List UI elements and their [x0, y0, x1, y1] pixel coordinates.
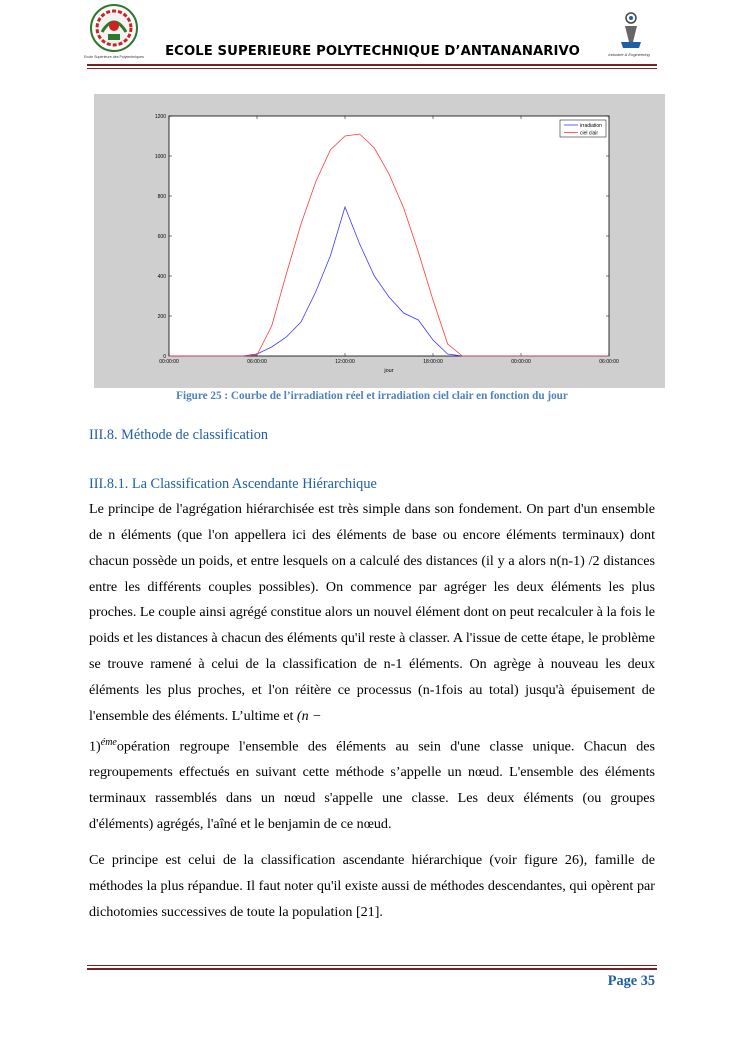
figure-panel — [94, 94, 665, 388]
x-axis-label: jour — [384, 368, 394, 374]
y-tick-label: 1000 — [154, 153, 166, 160]
page-header-title: ECOLE SUPERIEURE POLYTECHNIQUE D’ANTANANARIVO — [165, 44, 580, 59]
paragraph-1 — [89, 497, 655, 838]
legend-label-ciel-clair: ciel clair — [580, 130, 599, 137]
x-tick-label: 00:00:00 — [511, 359, 531, 365]
irradiation-chart — [94, 94, 665, 388]
x-tick-label: 12:00:00 — [335, 359, 355, 365]
y-tick-label: 400 — [157, 273, 166, 280]
math-superscript: éme — [100, 736, 117, 748]
plot-area — [169, 116, 609, 356]
school-logo — [84, 2, 144, 62]
header-rule-thick — [87, 64, 657, 66]
x-tick-label: 06:00:00 — [247, 359, 267, 365]
subsection-heading: III.8.1. La Classification Ascendante Hiérarchique — [89, 476, 377, 492]
paragraph-1-part-2: opération regroupe l'ensemble des éléments au sein d'une classe unique. Chacun des regroupements effectués en suivant cette méthode s’appelle un nœud. L'ensemble des éléments terminaux rassemblés dans un nœud s'appelle une classe. Les deux éléments (ou groupes d'éléments) agrégés, l'aîné et le benjamin de ce nœud. — [89, 738, 655, 832]
y-tick-label: 1200 — [154, 113, 166, 120]
y-tick-label: 600 — [157, 233, 166, 240]
y-tick-label: 0 — [163, 353, 166, 360]
y-tick-label: 200 — [157, 313, 166, 320]
math-one: 1) — [89, 738, 101, 755]
paragraph-2: Ce principe est celui de la classification ascendante hiérarchique (voir figure 26), famille de méthodes la plus répandue. Il faut noter qu'il existe aussi de méthodes descendantes, qui opèrent par dichotomies successives de toute la population [21]. — [89, 852, 655, 920]
legend-label-irradiation: irradiation — [580, 123, 602, 129]
footer-rule-thick — [87, 968, 657, 970]
x-tick-label: 18:00:00 — [423, 359, 443, 365]
x-tick-label: 06:00:00 — [599, 359, 619, 365]
page-number: Page 35 — [607, 973, 655, 989]
math-n-minus: (n − — [296, 707, 322, 724]
y-tick-label: 800 — [157, 193, 166, 200]
figure-caption: Figure 25 : Courbe de l’irradiation réel et irradiation ciel clair en fonction du jour — [176, 390, 568, 402]
header-rule-thin — [87, 68, 657, 69]
paragraph-1-part-1: Le principe de l'agrégation hiérarchisée est très simple dans son fondement. On part d'un ensemble de n éléments (que l'on appellera ici des éléments de base ou encore éléments terminaux) dont chacun possède un poids, et entre lesquels on a calculé des distances (il y a alors n(n-1) /2 distances entre les différents couples possibles). On commence par agréger les deux éléments les plus proches. Le couple ainsi agrégé constitue alors un nouvel élément dont on peut recalculer à la fois le poids et les distances à chacun des éléments qu'il reste à classer. A l'issue de cette étape, le problème se trouve ramené à celui de la classification de n-1 éléments. On agrège à nouveau les deux éléments les plus proches, et l'on réitère ce processus (n-1fois au total) jusqu'à épuisement de l'ensemble des éléments. L’ultime et — [89, 501, 655, 724]
industry-logo — [603, 8, 655, 58]
section-heading: III.8. Méthode de classification — [89, 427, 269, 443]
chart-legend — [560, 120, 606, 137]
svg-text:Ecole Supérieure des Polytechn: Ecole Supérieure des Polytechniques — [84, 55, 144, 59]
footer-rule-thin — [87, 965, 657, 966]
x-tick-label: 00:00:00 — [159, 359, 179, 365]
svg-text:Industrie & Engineering: Industrie & Engineering — [608, 52, 650, 57]
